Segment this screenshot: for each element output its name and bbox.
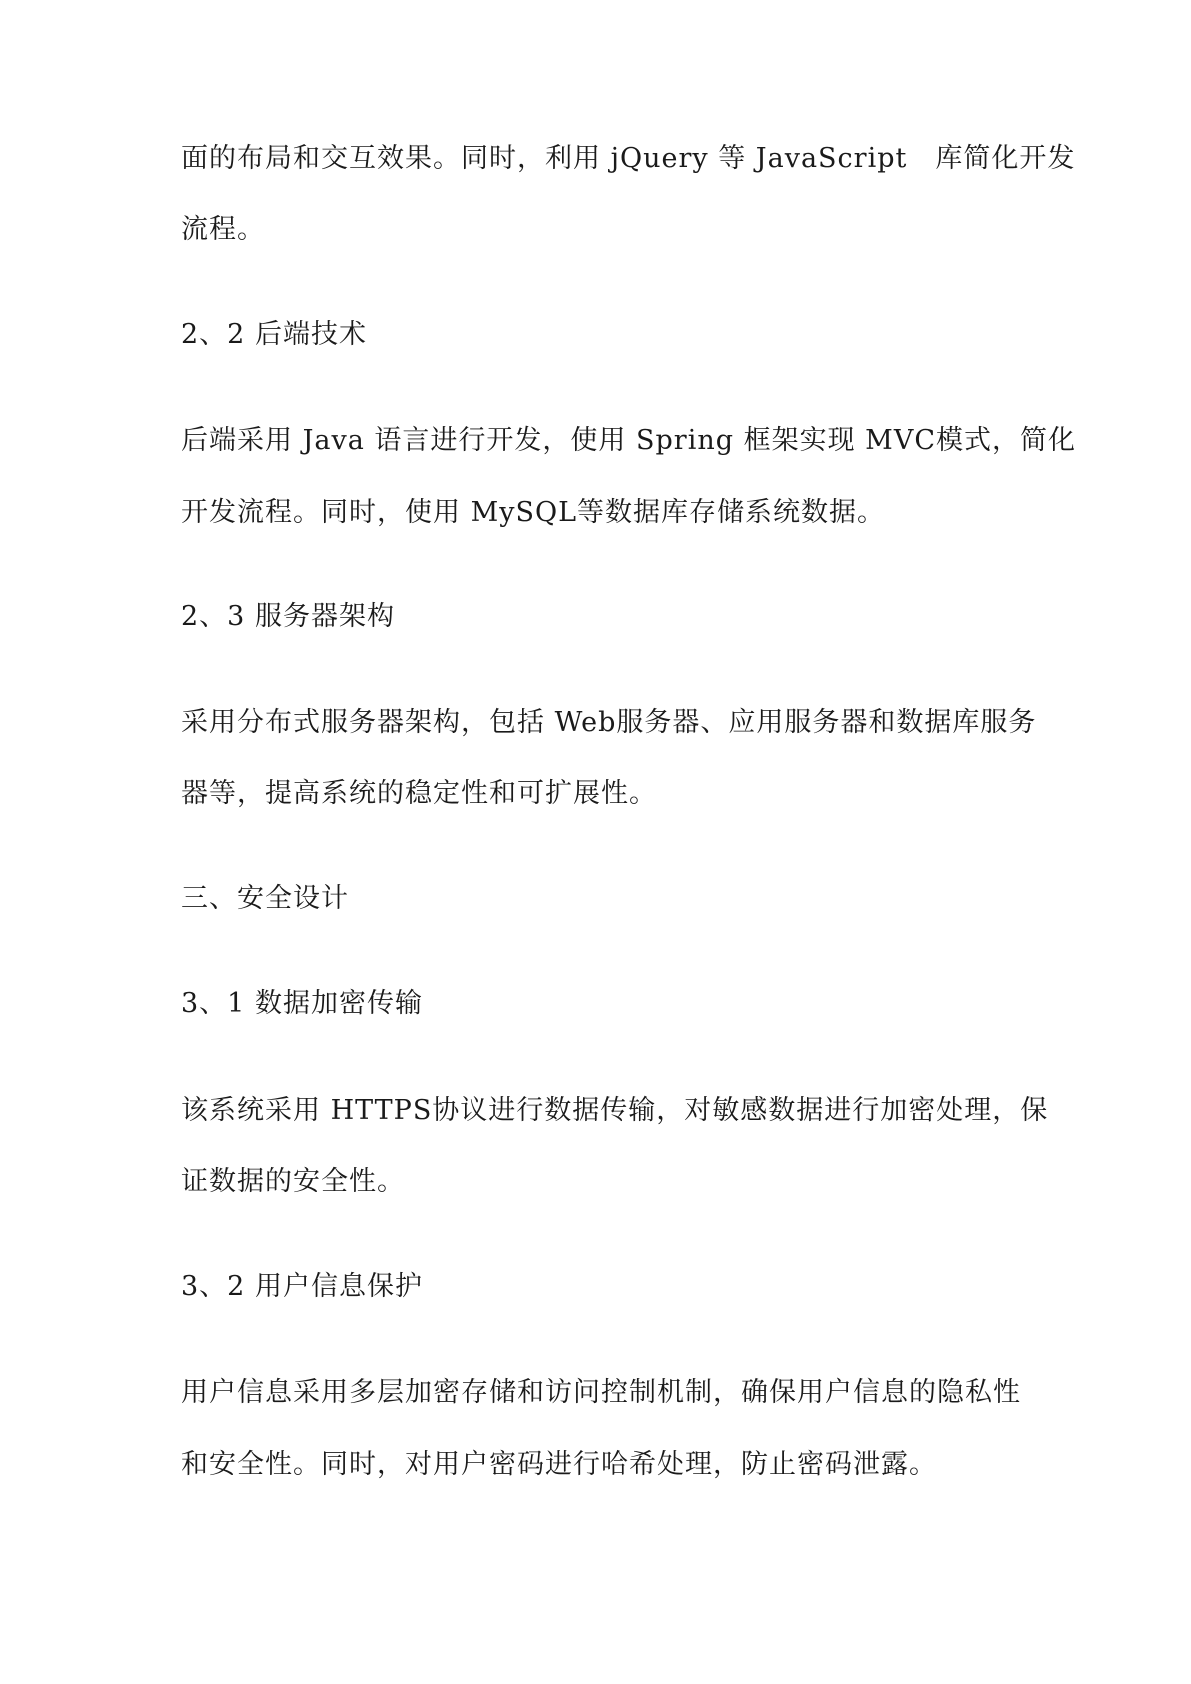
paragraph-line: 和安全性。同时，对用户密码进行哈希处理，防止密码泄露。	[181, 1449, 937, 1480]
paragraph-line: 后端采用 Java 语言进行开发，使用 Spring 框架实现 MVC模式，简化	[181, 425, 1076, 456]
section-heading: 3、2 用户信息保护	[181, 1271, 423, 1302]
paragraph-line: 面的布局和交互效果。同时，利用 jQuery 等 JavaScript 库简化开发	[181, 143, 1076, 174]
paragraph-line: 用户信息采用多层加密存储和访问控制机制，确保用户信息的隐私性	[181, 1377, 1021, 1408]
paragraph-line: 开发流程。同时，使用 MySQL等数据库存储系统数据。	[181, 497, 886, 528]
paragraph-line: 器等，提高系统的稳定性和可扩展性。	[181, 778, 657, 809]
section-heading: 2、2 后端技术	[181, 319, 367, 350]
section-heading: 3、1 数据加密传输	[181, 988, 423, 1019]
paragraph-line: 流程。	[181, 214, 265, 245]
chapter-heading: 三、安全设计	[181, 883, 349, 914]
paragraph-line: 该系统采用 HTTPS协议进行数据传输，对敏感数据进行加密处理，保	[181, 1095, 1049, 1126]
section-heading: 2、3 服务器架构	[181, 601, 395, 632]
paragraph-line: 采用分布式服务器架构，包括 Web服务器、应用服务器和数据库服务	[181, 707, 1037, 738]
paragraph-line: 证数据的安全性。	[181, 1166, 405, 1197]
